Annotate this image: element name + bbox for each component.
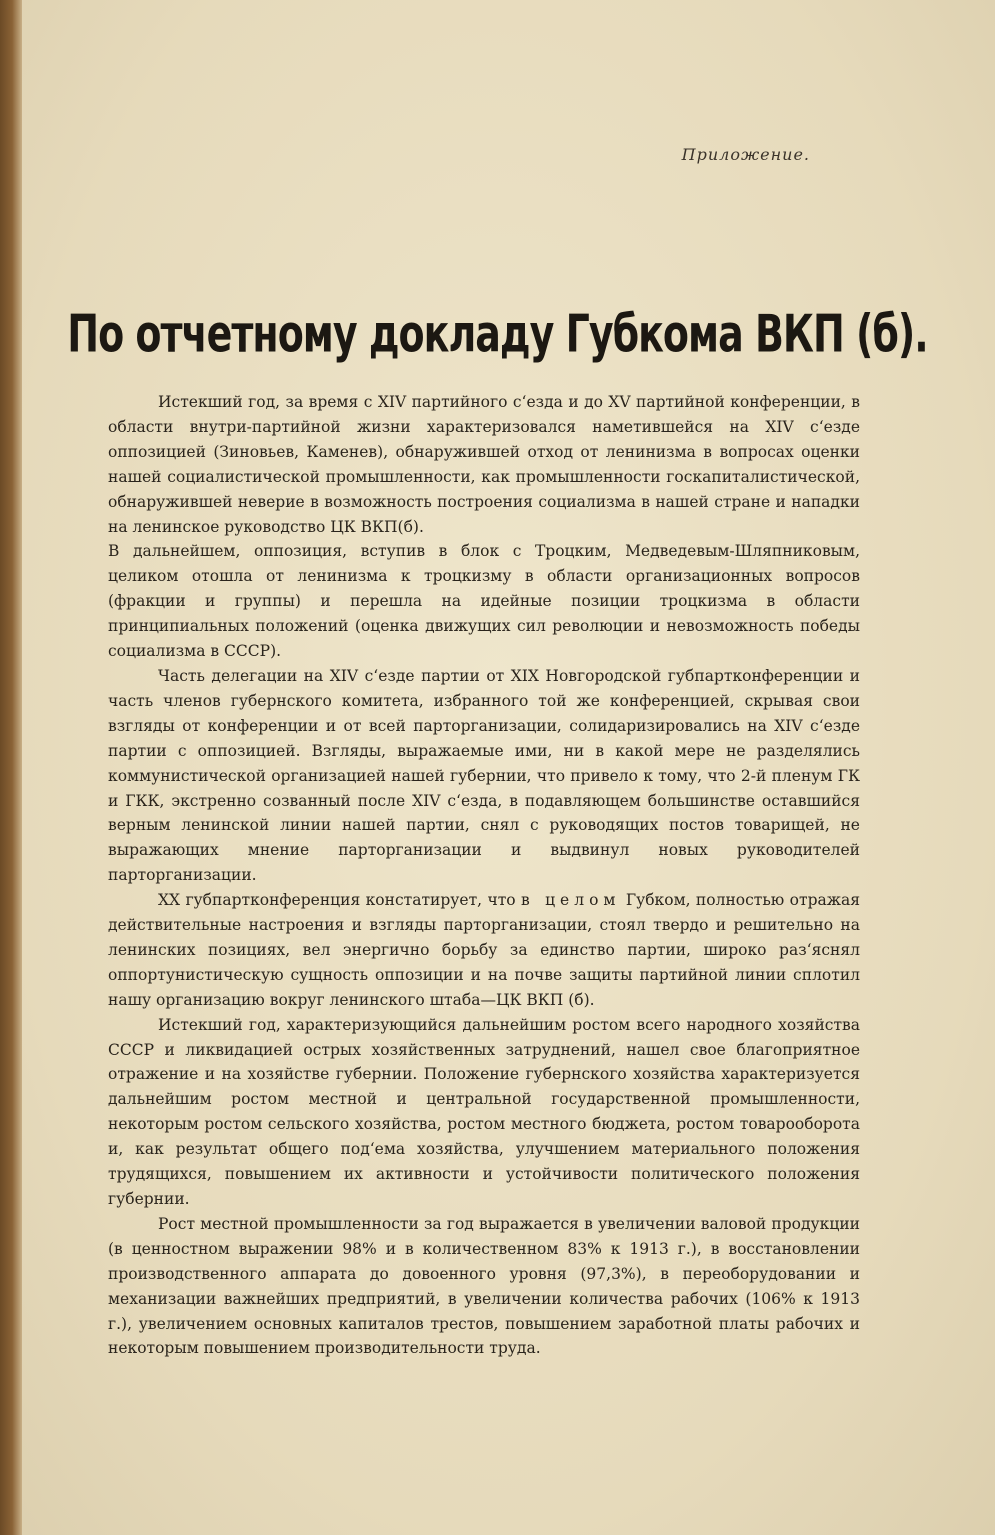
book-spine <box>0 0 22 1535</box>
paragraph-4-spaced: в целом <box>520 891 621 910</box>
paragraph-1: Истекший год, за время с XIV партийного с‘езда и до XV партийной конференции, в области внутри-партийной жизни характеризовался наметившейся на XIV с‘езде оппозицией (Зиновьев, Каменев), обнаружившей отход от ленинизма в вопросах оценки нашей социалистической промышленности, как промышленности госкапиталистической, обнаружившей неверие в возможность построения социализма в нашей стране и нападки на ленинское руководство ЦК ВКП(б). <box>108 393 860 536</box>
paragraph-4 <box>108 888 860 1013</box>
paragraph-6: Рост местной промышленности за год выражается в увеличении валовой продукции (в ценностном выражении 98% и в количественном 83% к 1913 г.), в восстановлении производственного аппарата до довоенного уровня (97,3%), в переоборудовании и механизации важнейших предприятий, в увеличении количества рабочих (106% к 1913 г.), увеличением основных капиталов трестов, повышением заработной платы рабочих и некоторым повышением производительности труда. <box>108 1214 860 1358</box>
paragraph-2: В дальнейшем, оппозиция, вступив в блок с Троцким, Медведевым-Шляпниковым, целиком отошла от ленинизма к троцкизму в области организационных вопросов (фракции и группы) и перешла на идейные позиции троцкизма в области принципиальных положений (оценка движущих сил революции и невозможность победы социализма в СССР). <box>108 542 860 661</box>
paragraph-4-rest: Губком, полностью отражая действительные настроения и взгляды парторганизации, стоял твердо и решительно на ленинских позициях, вел энергично борьбу за единство партии, широко раз‘яснял оппортунистическую сущность оппозиции и на почве защиты партийной линии сплотил нашу организацию вокруг ленинского штаба—ЦК ВКП (б). <box>108 891 861 1009</box>
paragraph-4-lead: XX губпартконференция констатирует, что <box>158 891 516 910</box>
paragraph-5: Истекший год, характеризующийся дальнейшим ростом всего народного хозяйства СССР и ликвидацией острых хозяйственных затруднений, нашел свое благоприятное отражение и на хозяйстве губернии. Положение губернского хозяйства характеризуется дальнейшим ростом местной и центральной государственной промышленности, некоторым ростом сельского хозяйства, ростом местного бюджета, ростом товарооборота и, как результат общего под‘ема хозяйства, улучшением материального положения трудящихся, повышением их активности и устойчивости политического положения губернии. <box>108 1015 860 1208</box>
paragraph-3: Часть делегации на XIV с‘езде партии от XIX Новгородской губпартконференции и часть членов губернского комитета, избранного той же конференцией, скрывая свои взгляды от конференции и от всей парторганизации, солидаризировались на XIV с‘езде партии с оппозицией. Взгляды, выражаемые ими, ни в какой мере не разделялись коммунистической организацией нашей губернии, что привело к тому, что 2-й пленум ГК и ГКК, экстренно созванный после XIV с‘езда, в подавляющем большинстве оставшийся верным ленинской линии нашей партии, снял с руководящих постов товарищей, не выражающих мнение парторганизации и выдвинул новых руководителей парторганизации. <box>108 666 860 885</box>
document-title: По отчетному докладу Губкома ВКП (б). <box>67 304 928 364</box>
appendix-label: Приложение. <box>681 145 810 164</box>
body-text <box>108 390 860 1361</box>
